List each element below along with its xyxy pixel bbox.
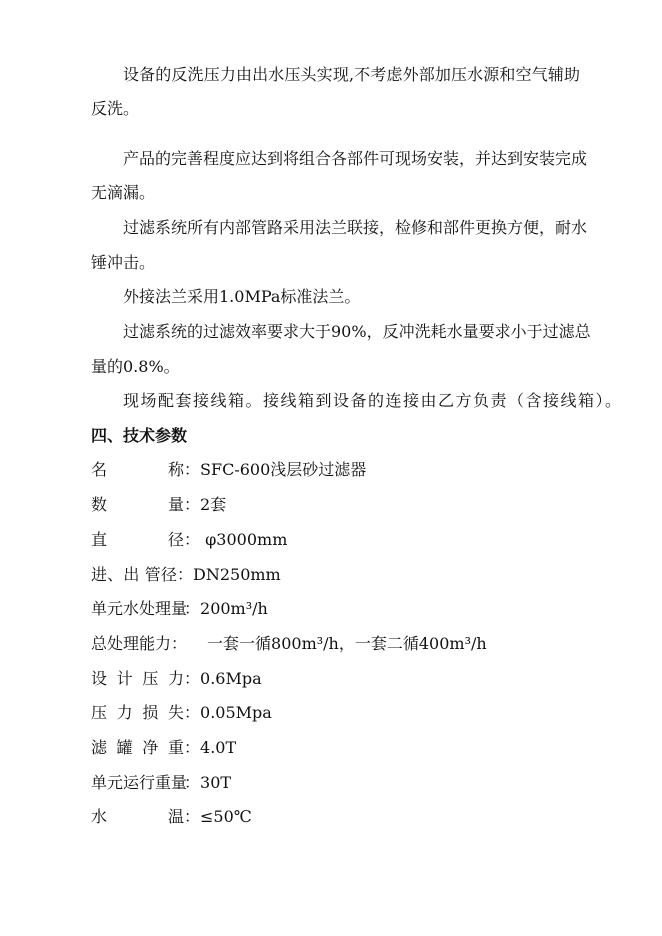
paragraph-line: 过滤系统的过滤效率要求大于90%，反冲洗耗水量要求小于过滤总 (123, 322, 591, 341)
param-label: 直径 (91, 530, 184, 549)
param-value: 200m³/h (200, 599, 268, 618)
paragraph-line: 反洗。 (91, 99, 140, 118)
param-row (91, 459, 580, 481)
param-colon: ： (184, 703, 201, 722)
param-label: 单元运行重量 (91, 773, 188, 792)
param-value: φ3000mm (200, 530, 288, 549)
param-row (91, 668, 580, 690)
param-colon: ： (177, 565, 194, 584)
param-label: 设计压力 (91, 669, 184, 688)
paragraph-line: 无滴漏。 (91, 183, 156, 202)
param-label: 名称 (91, 460, 184, 479)
param-label: 数量 (91, 495, 184, 514)
paragraph-line: 设备的反洗压力由出水压头实现,不考虑外部加压水源和空气辅助 (123, 65, 580, 84)
param-label: 进、出 管径 (91, 565, 177, 584)
param-colon: ： (184, 669, 201, 688)
param-row (91, 737, 580, 759)
param-colon: ： (184, 738, 201, 757)
paragraph-line: 产品的完善程度应达到将组合各部件可现场安装，并达到安装完成 (123, 149, 588, 168)
param-colon: ： (171, 634, 188, 653)
param-colon: ： (184, 495, 201, 514)
param-colon: ： (184, 773, 201, 792)
paragraph-line: 现场配套接线箱。接线箱到设备的连接由乙方负责（含接线箱）。 (123, 391, 623, 410)
param-value: 2套 (200, 495, 227, 514)
paragraph-line: 过滤系统所有内部管路采用法兰联接，检修和部件更换方便，耐水 (123, 218, 588, 237)
param-row (91, 806, 580, 828)
param-row (91, 598, 580, 620)
paragraph-line: 外接法兰采用1.0MPa标准法兰。 (123, 287, 361, 306)
param-row (91, 702, 580, 724)
param-row (91, 564, 580, 586)
param-row (91, 529, 580, 551)
param-colon: ： (184, 599, 201, 618)
param-value: SFC-600浅层砂过滤器 (200, 460, 367, 479)
param-value: 30T (200, 773, 232, 792)
param-value: 4.0T (200, 738, 237, 757)
param-row (91, 633, 580, 655)
paragraph-line: 锤冲击。 (91, 253, 156, 272)
param-label: 水温 (91, 807, 184, 826)
param-colon: ： (184, 460, 201, 479)
param-label: 单元水处理量 (91, 599, 188, 618)
paragraph-line: 量的0.8%。 (91, 357, 180, 376)
param-label: 总处理能力 (91, 634, 172, 653)
param-label: 压力损失 (91, 703, 184, 722)
param-row (91, 494, 580, 516)
param-colon: ： (184, 530, 201, 549)
param-value: DN250mm (193, 565, 281, 584)
param-value: 一套一循800m³/h，一套二循400m³/h (207, 634, 487, 653)
param-value: 0.6Mpa (200, 669, 262, 688)
param-value: ≤50℃ (200, 807, 252, 826)
param-row (91, 772, 580, 794)
param-label: 滤罐净重 (91, 738, 184, 757)
section-heading: 四、技术参数 (91, 426, 188, 445)
param-colon: ： (184, 807, 201, 826)
param-value: 0.05Mpa (200, 703, 272, 722)
